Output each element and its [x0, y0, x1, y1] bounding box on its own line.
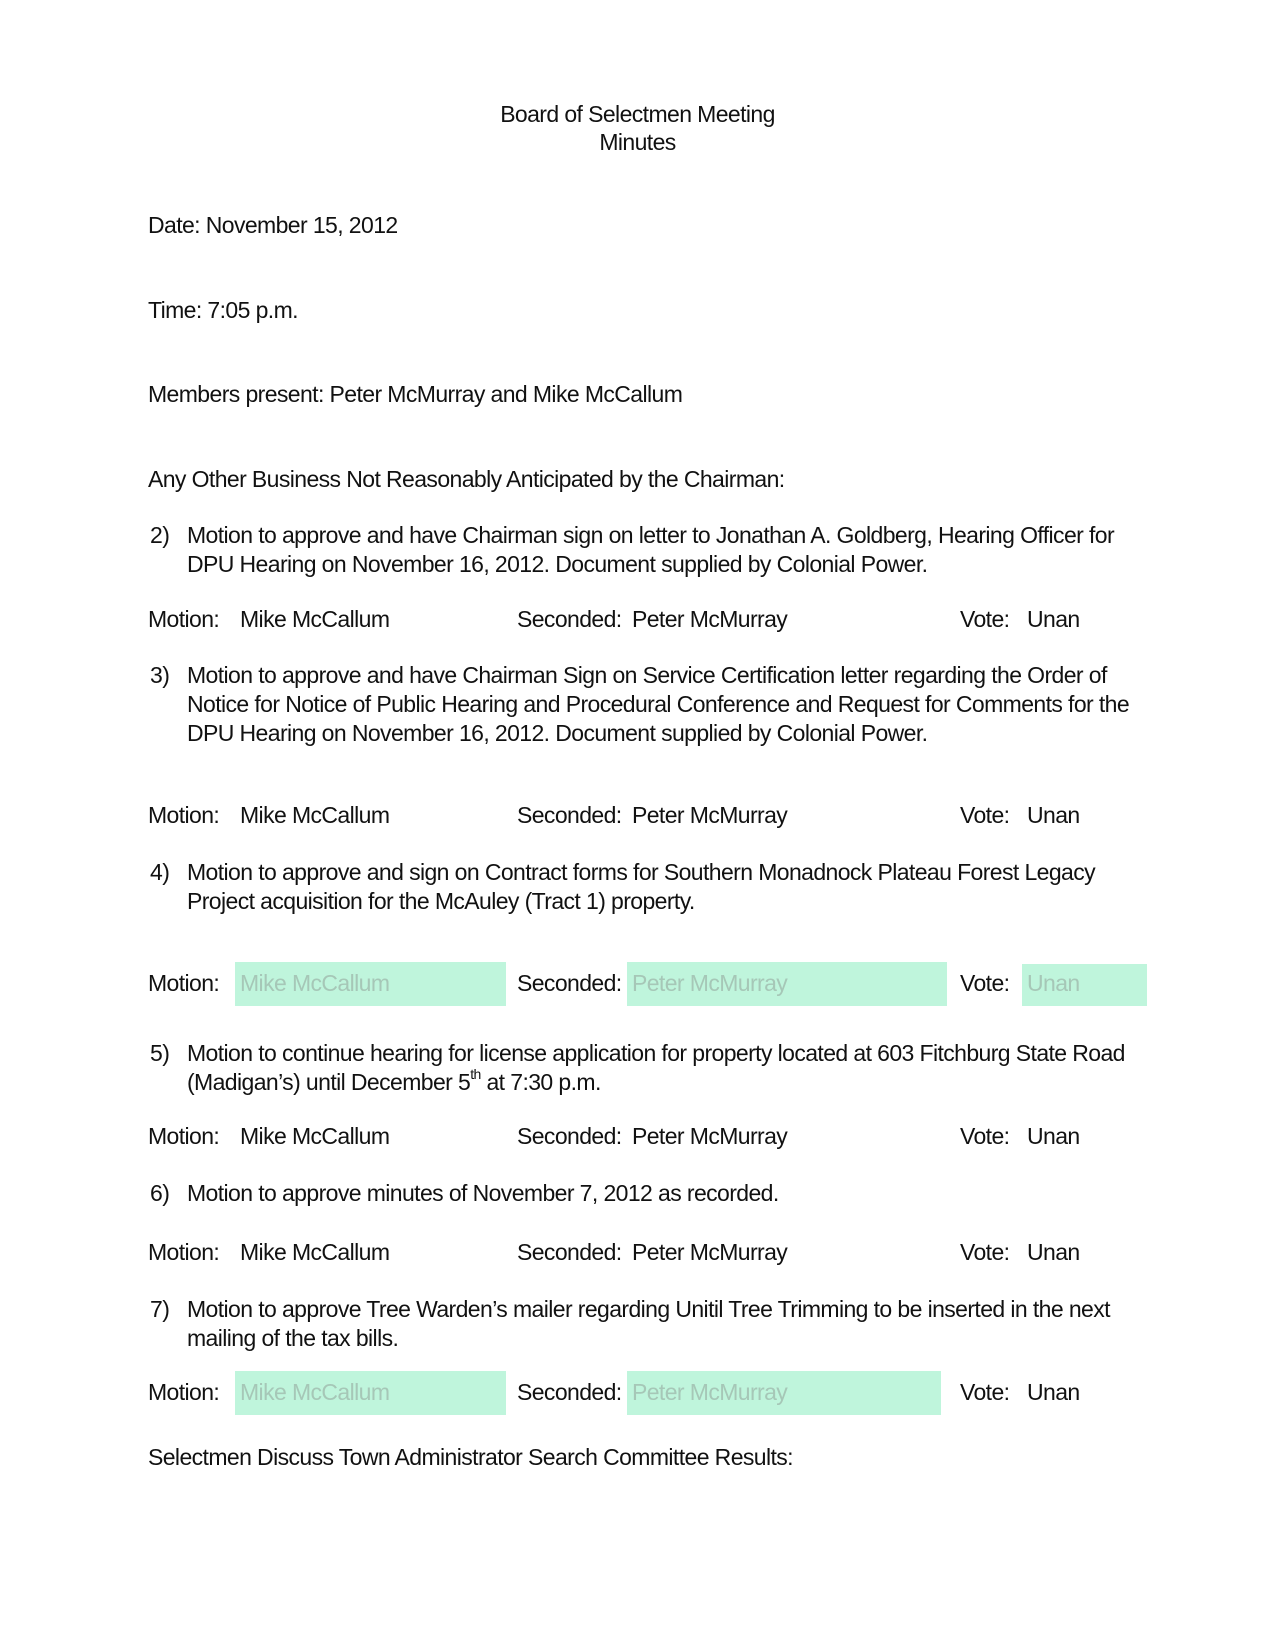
document-title: Board of Selectmen Meeting	[500, 101, 775, 127]
item-text: Motion to approve and have Chairman sign on letter to Jonathan A. Goldberg, Hearing Officer for DPU Hearing on November 16, 2012. Document supplied by Colonial Power.	[187, 522, 1115, 577]
motion-label: Motion:	[148, 1239, 220, 1265]
vote-result: Unan	[1027, 970, 1080, 996]
members-present: Members present: Peter McMurray and Mike McCallum	[148, 381, 683, 407]
vote-result: Unan	[1027, 1379, 1080, 1405]
vote-label: Vote:	[960, 1379, 1010, 1405]
item-number: 4)	[150, 859, 170, 885]
seconded-by: Peter McMurray	[632, 1123, 788, 1149]
motion-label: Motion:	[148, 606, 220, 632]
item-text: Motion to approve minutes of November 7, 2012 as recorded.	[187, 1180, 779, 1206]
ordinal-suffix: th	[470, 1066, 481, 1083]
vote-row	[0, 598, 1275, 642]
vote-label: Vote:	[960, 970, 1010, 996]
seconded-by: Peter McMurray	[632, 606, 788, 632]
meeting-date: Date: November 15, 2012	[148, 212, 398, 238]
seconded-label: Seconded:	[517, 1123, 622, 1149]
motion-by: Mike McCallum	[240, 1379, 390, 1405]
seconded-label: Seconded:	[517, 1379, 622, 1405]
motion-label: Motion:	[148, 802, 220, 828]
seconded-by: Peter McMurray	[632, 1239, 788, 1265]
vote-row	[0, 794, 1275, 838]
vote-label: Vote:	[960, 1239, 1010, 1265]
item-text	[187, 1039, 1147, 1097]
item-number: 2)	[150, 522, 170, 548]
motion-by: Mike McCallum	[240, 802, 390, 828]
vote-result: Unan	[1027, 802, 1080, 828]
seconded-by: Peter McMurray	[632, 970, 788, 996]
motion-by: Mike McCallum	[240, 1239, 390, 1265]
item-text: Motion to approve and have Chairman Sign on Service Certification letter regarding the Order of Notice for Notice of Public Hearing and Procedural Conference and Request for Comments for the DPU Hearing on November 16, 2012. Document supplied by Colonial Power.	[187, 662, 1130, 746]
seconded-by: Peter McMurray	[632, 1379, 788, 1405]
closing-heading: Selectmen Discuss Town Administrator Search Committee Results:	[148, 1444, 793, 1470]
item-number: 5)	[150, 1040, 170, 1066]
motion-by: Mike McCallum	[240, 1123, 390, 1149]
motion-by: Mike McCallum	[240, 606, 390, 632]
vote-result: Unan	[1027, 1239, 1080, 1265]
item-text-main: Motion to continue hearing for license application for property located at 603 Fitchburg State Road (Madigan’s) until December 5	[187, 1040, 1125, 1095]
item-text: Motion to approve and sign on Contract forms for Southern Monadnock Plateau Forest Legacy Project acquisition for the McAuley (Tract 1) property.	[187, 859, 1096, 914]
meeting-time: Time: 7:05 p.m.	[148, 297, 298, 323]
vote-label: Vote:	[960, 606, 1010, 632]
motion-by: Mike McCallum	[240, 970, 390, 996]
seconded-label: Seconded:	[517, 970, 622, 996]
document-subtitle: Minutes	[599, 129, 676, 155]
item-number: 3)	[150, 662, 170, 688]
vote-row	[0, 1115, 1275, 1159]
item-text: Motion to approve Tree Warden’s mailer regarding Unitil Tree Trimming to be inserted in the next mailing of the tax bills.	[187, 1296, 1110, 1351]
motion-label: Motion:	[148, 1379, 220, 1405]
motion-label: Motion:	[148, 970, 220, 996]
item-text-tail: at 7:30 p.m.	[480, 1069, 601, 1095]
item-number: 7)	[150, 1296, 170, 1322]
seconded-label: Seconded:	[517, 1239, 622, 1265]
seconded-by: Peter McMurray	[632, 802, 788, 828]
seconded-label: Seconded:	[517, 606, 622, 632]
section-heading: Any Other Business Not Reasonably Anticipated by the Chairman:	[148, 466, 785, 492]
seconded-label: Seconded:	[517, 802, 622, 828]
motion-label: Motion:	[148, 1123, 220, 1149]
vote-result: Unan	[1027, 1123, 1080, 1149]
vote-row	[0, 1231, 1275, 1275]
vote-row	[0, 962, 1275, 1006]
vote-label: Vote:	[960, 1123, 1010, 1149]
item-number: 6)	[150, 1180, 170, 1206]
vote-result: Unan	[1027, 606, 1080, 632]
vote-label: Vote:	[960, 802, 1010, 828]
vote-row	[0, 1371, 1275, 1415]
